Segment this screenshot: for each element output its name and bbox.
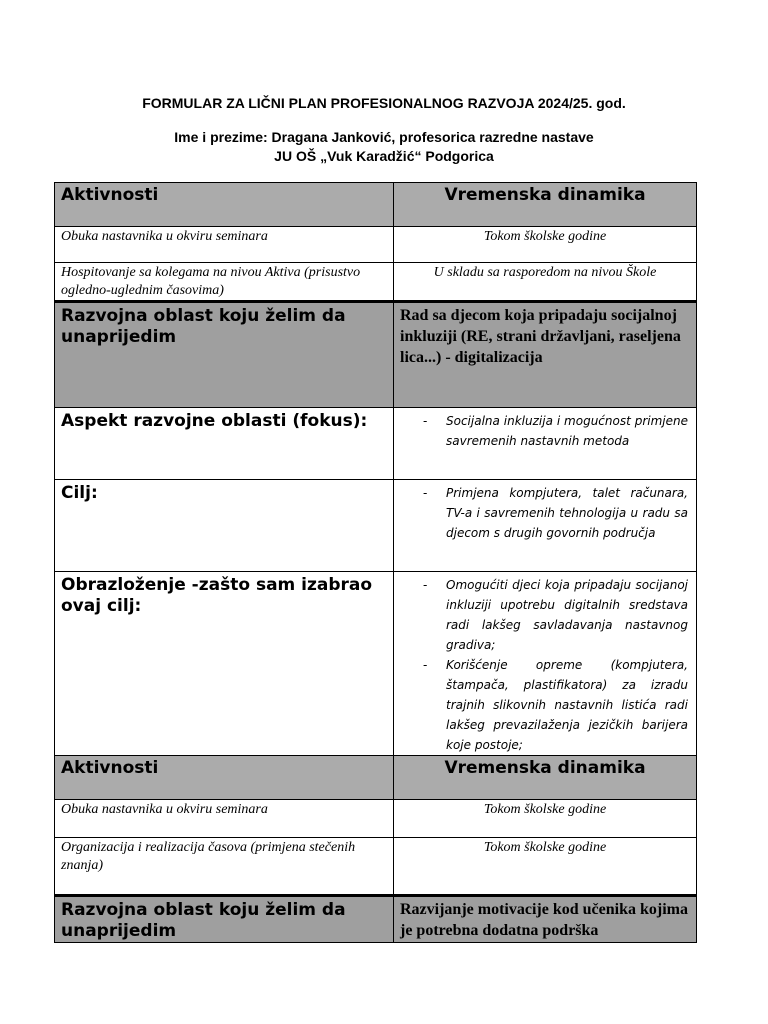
timing-cell: Tokom školske godine [394, 227, 697, 263]
table-header-row [55, 183, 697, 227]
development-area-value: Razvijanje motivacije kod učenika kojima je potrebna dodatna podrška [394, 896, 697, 943]
teacher-name-line: Ime i prezime: Dragana Janković, profesorica razredne nastave [174, 129, 594, 145]
development-area-value: Rad sa djecom koja pripadaju socijalnoj inkluziji (RE, strani državljani, raseljena lica...) - digitalizacija [394, 302, 697, 408]
development-area-label: Razvojna oblast koju želim da unaprijedim [55, 896, 394, 943]
goal-item: - Primjena kompjutera, talet računara, TV-a i savremenih tehnologija u radu sa djecom s drugih govornih područja [400, 483, 690, 543]
table-row [55, 263, 697, 302]
reason-item: - Omogućiti djeci koja pripadaju socijanoj inkluziji upotrebu digitalnih sredstava radi lakšeg savladavanja nastavnog gradiva; [400, 575, 690, 655]
activity-cell: Obuka nastavnika u okviru seminara [55, 800, 394, 838]
activities-column-header: Aktivnosti [55, 756, 394, 800]
activity-cell: Hospitovanje sa kolegama na nivou Aktiva (prisustvo ogledno-uglednim časovima) [55, 263, 394, 302]
development-plan-table [54, 182, 697, 943]
development-area-label: Razvojna oblast koju želim da unaprijedim [55, 302, 394, 408]
activity-cell: Organizacija i realizacija časova (primjena stečenih znanja) [55, 838, 394, 896]
goal-label: Cilj: [55, 480, 394, 572]
goal-row [55, 480, 697, 572]
dynamics-column-header: Vremenska dinamika [394, 183, 697, 227]
reason-label: Obrazloženje -zašto sam izabrao ovaj cilj: [55, 572, 394, 756]
table-row [55, 838, 697, 896]
activities-column-header: Aktivnosti [55, 183, 394, 227]
timing-cell: Tokom školske godine [394, 800, 697, 838]
timing-cell: Tokom školske godine [394, 838, 697, 896]
table-row [55, 800, 697, 838]
table-row [55, 227, 697, 263]
timing-cell: U skladu sa rasporedom na nivou Škole [394, 263, 697, 302]
table-header-row [55, 756, 697, 800]
activity-cell: Obuka nastavnika u okviru seminara [55, 227, 394, 263]
document-title: FORMULAR ZA LIČNI PLAN PROFESIONALNOG RAZVOJA 2024/25. god. [142, 95, 626, 111]
focus-row [55, 408, 697, 480]
focus-value [394, 408, 697, 480]
dynamics-column-header: Vremenska dinamika [394, 756, 697, 800]
development-area-row [55, 302, 697, 408]
development-area-row [55, 896, 697, 943]
reason-value [394, 572, 697, 756]
focus-item: - Socijalna inkluzija i mogućnost primjene savremenih nastavnih metoda [400, 411, 690, 451]
goal-value [394, 480, 697, 572]
reason-item: - Korišćenje opreme (kompjutera, štampača, plastifikatora) za izradu trajnih slikovnih nastavnih listića radi lakšeg prevazilaženja jezičkih barijera koje postoje; [400, 655, 690, 755]
school-name-line: JU OŠ „Vuk Karadžić“ Podgorica [274, 148, 494, 164]
reason-row [55, 572, 697, 756]
focus-label: Aspekt razvojne oblasti (fokus): [55, 408, 394, 480]
